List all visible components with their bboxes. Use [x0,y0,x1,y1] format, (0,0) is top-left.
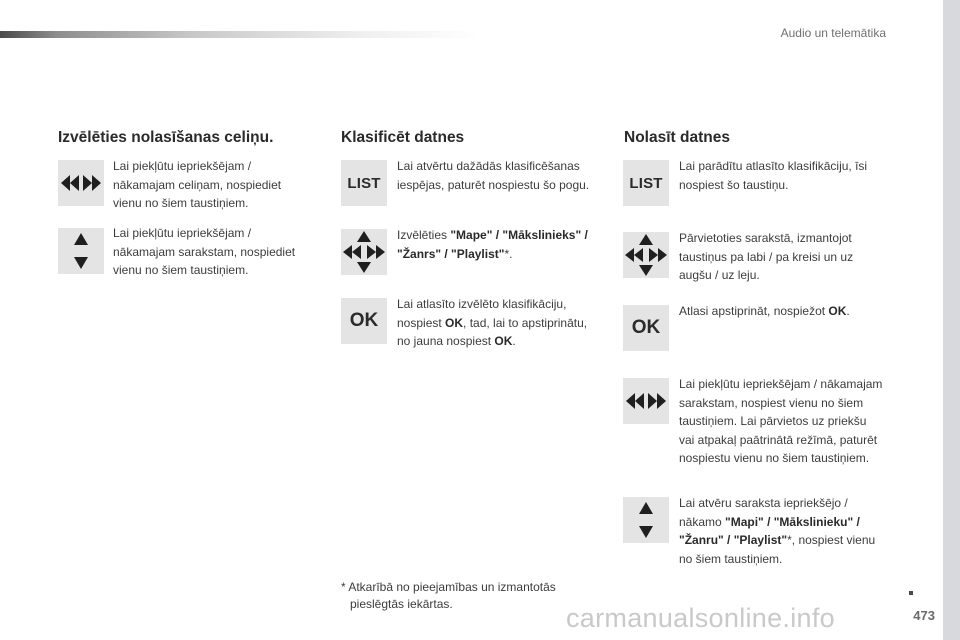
header-gradient-bar [0,31,480,38]
text-bold: OK [494,334,513,348]
prev-next-icon [623,378,669,424]
list-icon [623,160,669,206]
column-title-play-files: Nolasīt datnes [624,129,730,146]
item-text: Lai piekļūtu iepriekšējam / nākamajam sarakstam, nospiest vienu no šiem taustiņiem. Lai pārvietos uz priekšu vai atpakaļ paātrinātā režīmā, paturēt nospiestu vienu no šiem taustiņiem. [679,377,883,465]
text-bold: OK [445,315,464,330]
item-text [397,226,607,263]
text-bold: "Mape" / "Mākslinieks" / "Žanrs" / "Playlist" [397,228,588,261]
ok-icon [623,305,669,351]
item-text: Lai piekļūtu iepriekšējam / nākamajam celiņam, nospiediet vienu no šiem taustiņiem. [113,159,282,210]
text-bold: "Mapi" / "Mākslinieku" / "Žanru" / "Playlist" [679,514,860,547]
item-text: Lai parādītu atlasīto klasifikāciju, īsi nospiest šo taustiņu. [679,159,868,192]
list-label: LIST [629,174,663,192]
page-number: 473 [913,608,935,623]
column-title-select-track: Izvēlēties nolasīšanas celiņu. [58,129,274,146]
ok-icon [341,298,387,344]
item-text: Lai piekļūtu iepriekšējam / nākamajam sarakstam, nospiediet vienu no šiem taustiņiem. [113,226,296,277]
watermark: carmanualsonline.info [566,603,835,633]
text-part: . [846,304,850,318]
item-text [679,494,889,568]
page-edge-strip [943,0,960,640]
text-part: *. [504,246,513,261]
footnote [341,579,556,613]
ok-label: OK [349,310,379,331]
text-part: . [512,334,516,348]
four-way-icon [341,229,387,275]
page-marker [909,591,913,595]
prev-next-icon [58,160,104,206]
section-title: Audio un telemātika [780,26,886,40]
list-icon [341,160,387,206]
text-bold: OK [828,304,847,318]
text-part: Lai atvēru saraksta iepriekšējo / nākamo [679,496,848,529]
footnote-marker: * [341,580,346,594]
footnote-line: pieslēgtās iekārtas. [350,597,453,611]
text-part: Izvēlēties [397,228,451,242]
text-part: *, nospiest vienu no šiem taustiņiem. [679,533,876,566]
item-text [397,295,602,351]
column-title-classify-files: Klasificēt datnes [341,129,465,146]
item-text: Lai atvērtu dažādās klasificēšanas iespējas, paturēt nospiestu šo pogu. [397,159,590,192]
item-text: Pārvietoties sarakstā, izmantojot taustiņus pa labi / pa kreisi un uz augšu / uz leju. [679,231,854,282]
footnote-line: Atkarībā no pieejamības un izmantotās [348,580,556,594]
text-part: Atlasi apstiprināt, nospiežot [679,304,829,318]
four-way-icon [623,232,669,278]
ok-label: OK [631,317,661,338]
item-text [679,302,884,321]
list-label: LIST [347,174,381,192]
text-part: Lai atlasīto izvēlēto klasifikāciju, nospiest [397,297,567,330]
up-down-icon [623,497,669,543]
text-part: , tad, lai to apstiprinātu, no jauna nospiest [397,315,588,348]
up-down-icon [58,228,104,274]
